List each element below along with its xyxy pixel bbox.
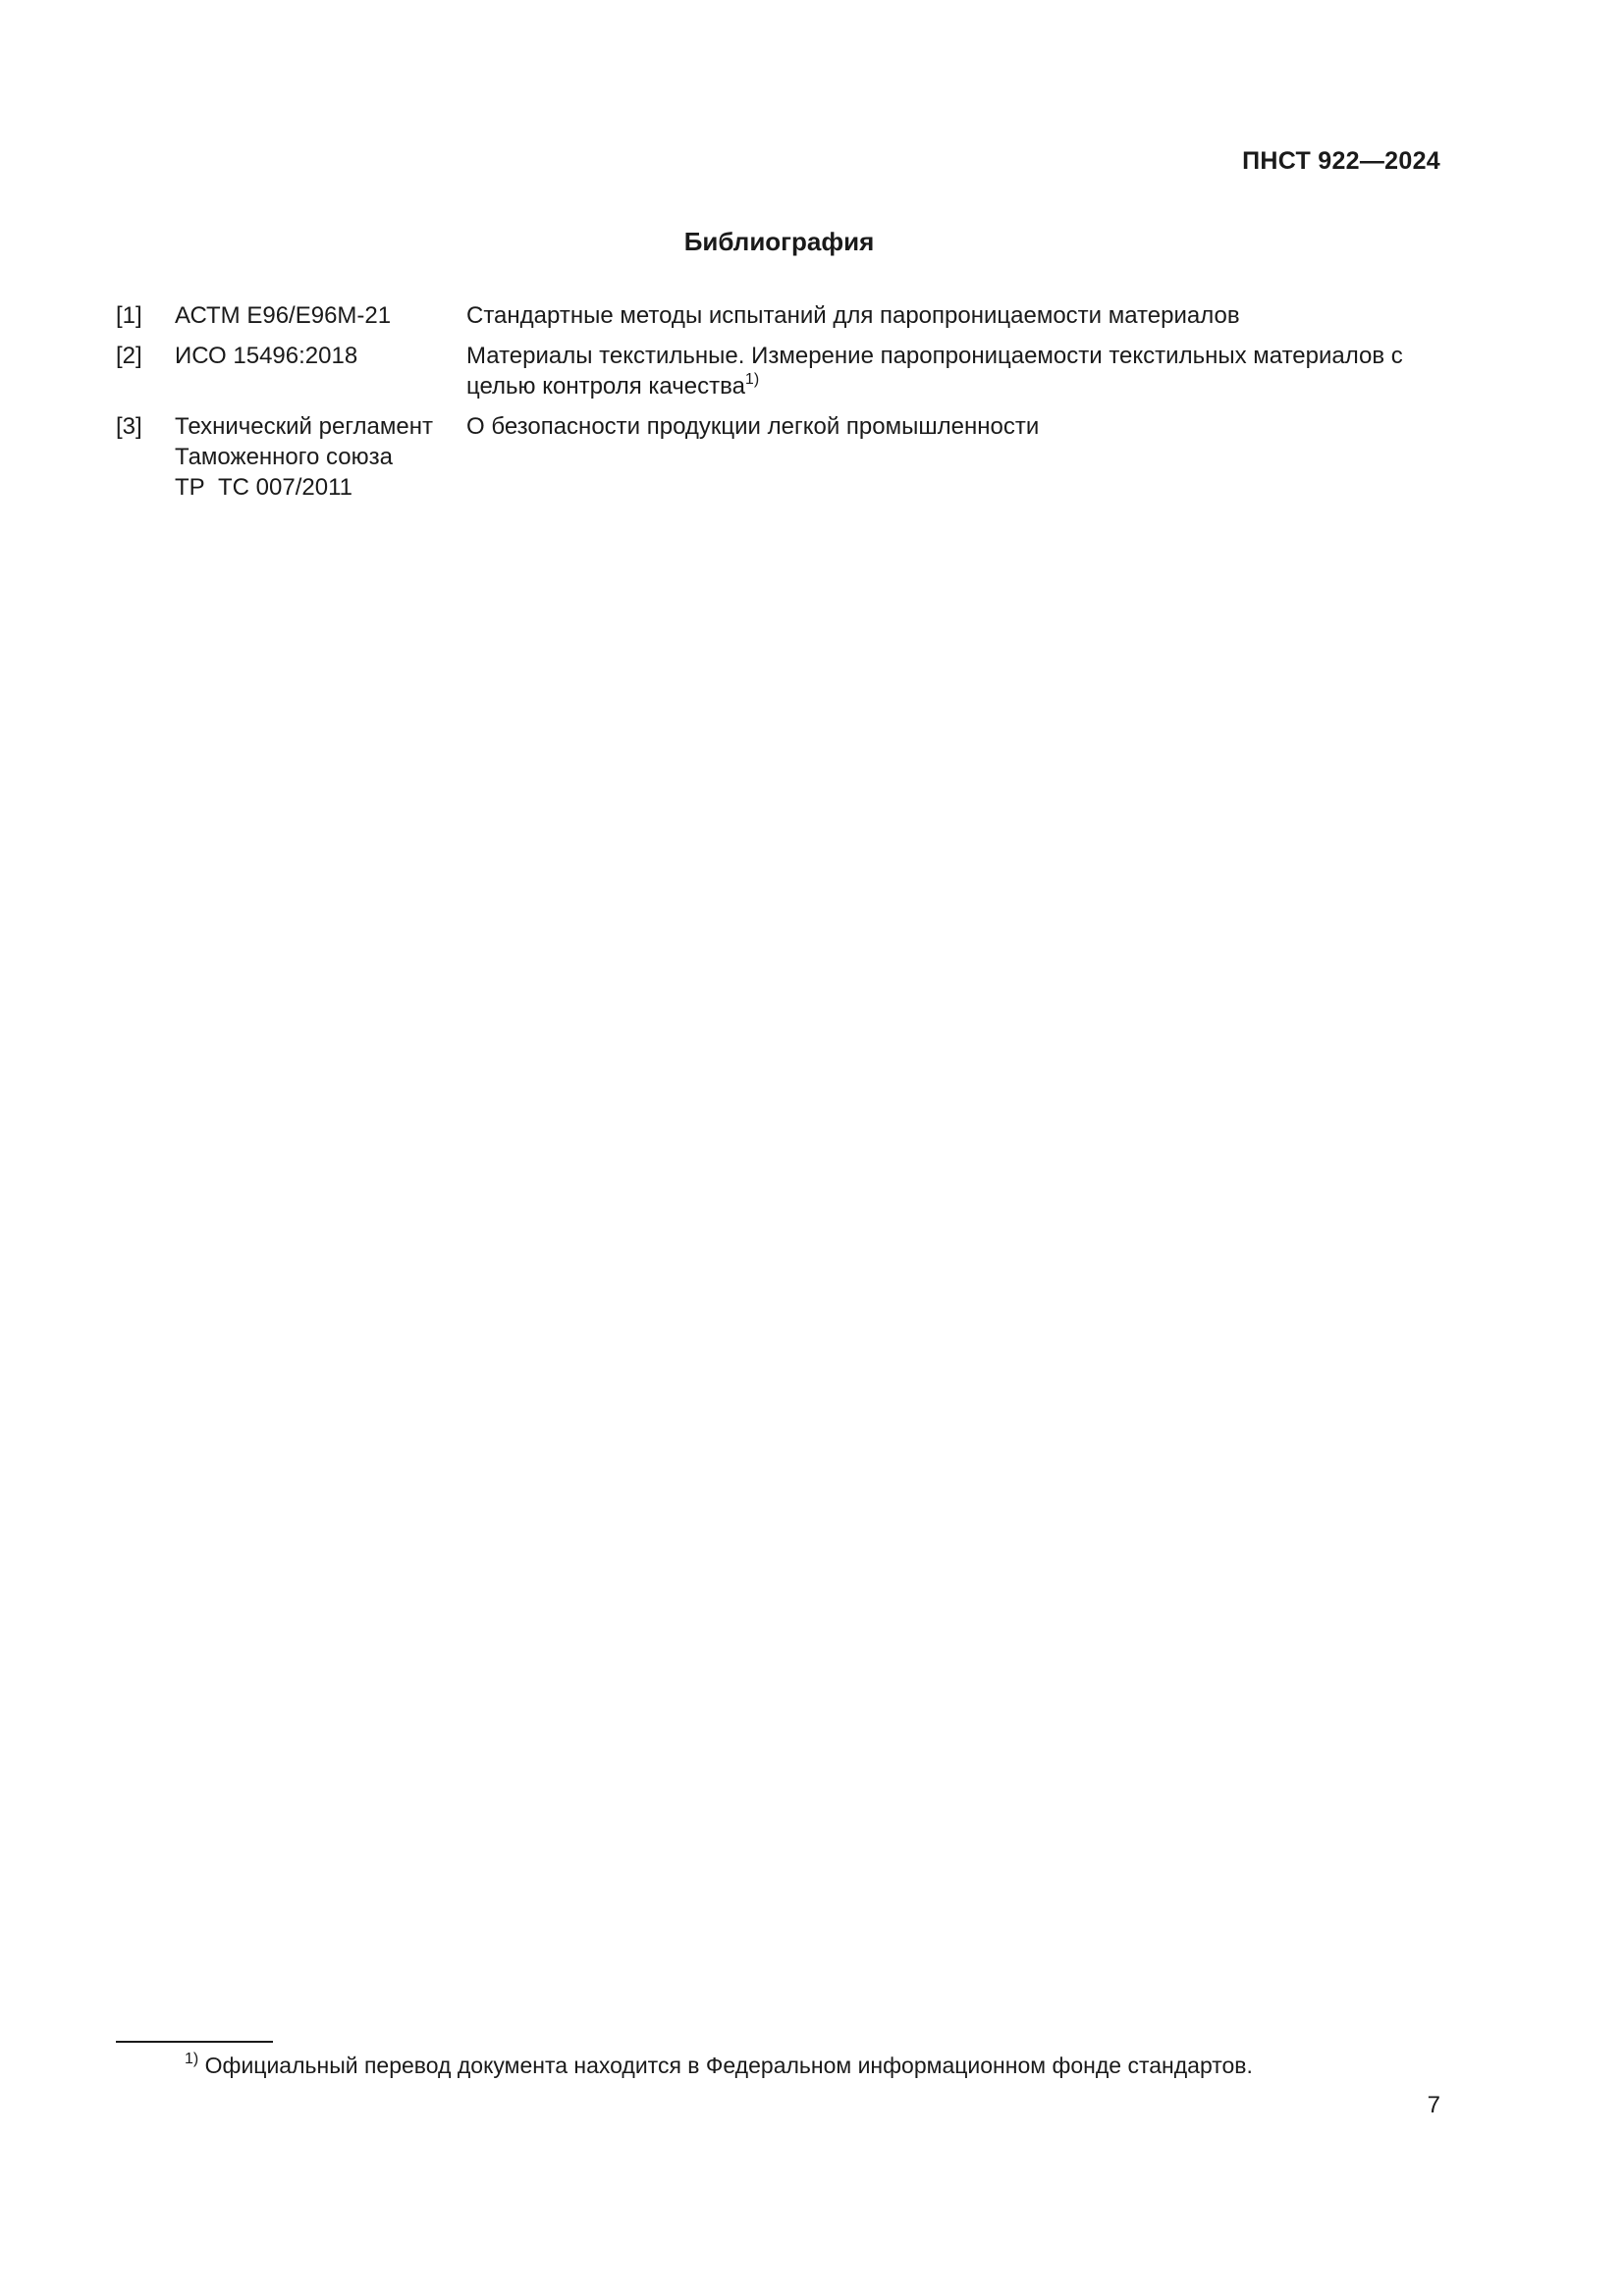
- entry-number: [1]: [116, 302, 142, 329]
- bibliography-entry: [116, 341, 1441, 401]
- bibliography-entry: [116, 300, 1441, 331]
- footnote-text: Официальный перевод документа находится в Федеральном информационном фонде стандартов.: [204, 2053, 1253, 2078]
- entry-reference: [175, 341, 466, 401]
- entry-number: [3]: [116, 413, 142, 440]
- entry-title: [466, 341, 1441, 401]
- section-heading: Библиография: [683, 227, 875, 256]
- footnote-reference-mark: 1): [744, 371, 760, 388]
- entry-reference: [175, 411, 466, 503]
- entry-reference-line: ТР ТС 007/2011: [175, 474, 352, 501]
- footnote-mark: 1): [185, 2051, 199, 2067]
- document-code: ПНСТ 922—2024: [1242, 147, 1440, 175]
- entry-title-text: Материалы текстильные. Измерение паропроницаемости текстильных материалов с целью контроля качества: [466, 343, 1403, 400]
- entry-reference-line: Таможенного союза: [175, 444, 393, 470]
- entry-reference-line: Технический регламент: [175, 413, 433, 440]
- entry-title-text: О безопасности продукции легкой промышленности: [466, 413, 1040, 440]
- entry-number: [2]: [116, 343, 142, 369]
- entry-reference: [175, 300, 466, 331]
- entry-title-text: Стандартные методы испытаний для паропроницаемости материалов: [466, 302, 1240, 329]
- entry-reference-line: ИСО 15496:2018: [175, 343, 358, 369]
- bibliography-entry: [116, 411, 1441, 503]
- entry-title: [466, 300, 1441, 331]
- entry-title: [466, 411, 1441, 503]
- bibliography-list: [116, 300, 1441, 512]
- page-number: 7: [1427, 2092, 1440, 2118]
- footnote: [185, 2051, 1253, 2080]
- entry-reference-line: АСТМ Е96/Е96М-21: [175, 302, 392, 329]
- footnote-separator: [116, 2041, 273, 2043]
